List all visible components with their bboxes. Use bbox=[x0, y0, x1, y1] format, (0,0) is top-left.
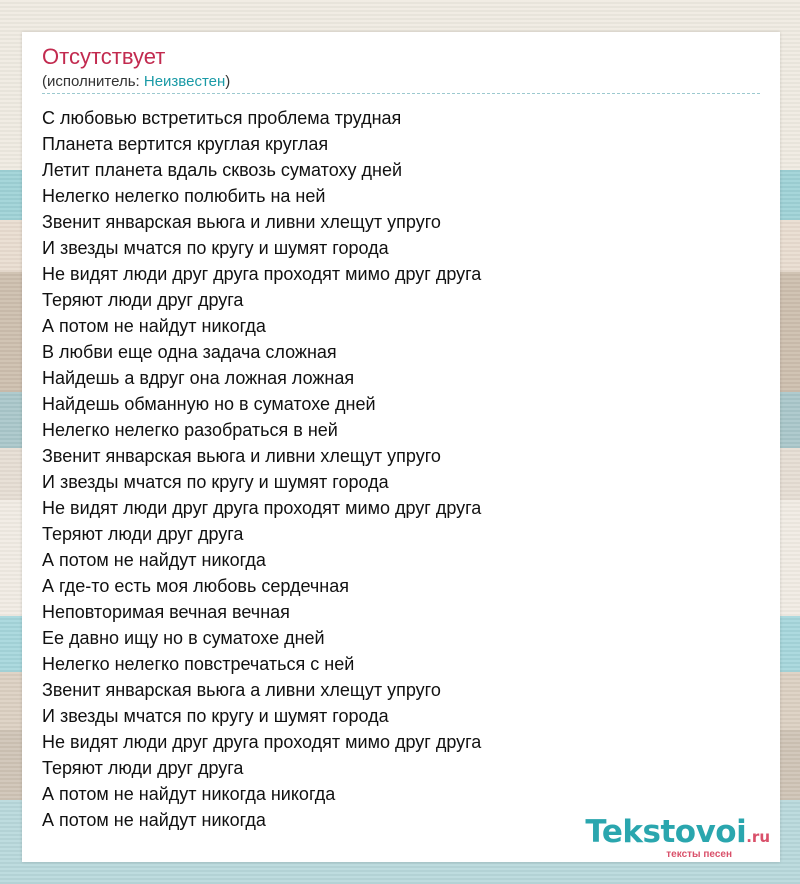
lyric-line: Летит планета вдаль сквозь суматоху дней bbox=[42, 160, 403, 180]
lyric-line: А потом не найдут никогда bbox=[42, 316, 266, 336]
lyric-line: А потом не найдут никогда bbox=[42, 550, 266, 570]
song-title: Отсутствует bbox=[42, 44, 166, 69]
logo-wordmark bbox=[585, 816, 770, 853]
lyric-line: В любви еще одна задача сложная bbox=[42, 342, 337, 362]
lyric-line: А потом не найдут никогда никогда bbox=[42, 784, 336, 804]
lyrics-card bbox=[22, 32, 780, 862]
lyric-line: Найдешь обманную но в суматохе дней bbox=[42, 394, 376, 414]
lyric-line: Нелегко нелегко разобраться в ней bbox=[42, 420, 338, 440]
artist-link[interactable]: Неизвестен bbox=[143, 73, 226, 90]
lyric-line: Не видят люди друг друга проходят мимо друг друга bbox=[42, 498, 482, 518]
lyric-line: Не видят люди друг друга проходят мимо друг друга bbox=[42, 732, 482, 752]
lyric-line: И звезды мчатся по кругу и шумят города bbox=[42, 472, 389, 492]
lyric-line: Планета вертится круглая круглая bbox=[42, 134, 329, 154]
artist-line bbox=[42, 72, 230, 92]
lyric-line: Неповторимая вечная вечная bbox=[42, 602, 290, 622]
lyric-line: Теряют люди друг друга bbox=[42, 758, 244, 778]
artist-prefix: (исполнитель: bbox=[42, 73, 144, 90]
lyric-line: И звезды мчатся по кругу и шумят города bbox=[42, 238, 389, 258]
lyric-line: Теряют люди друг друга bbox=[42, 290, 244, 310]
lyric-line: Теряют люди друг друга bbox=[42, 524, 244, 544]
artist-suffix: ) bbox=[225, 73, 231, 90]
lyric-line: Звенит январская вьюга а ливни хлещут упруго bbox=[42, 680, 441, 700]
site-logo[interactable] bbox=[585, 816, 770, 860]
lyric-line: Нелегко нелегко повстречаться с ней bbox=[42, 654, 355, 674]
logo-name: Tekstovoi bbox=[585, 814, 747, 850]
lyric-line: Ее давно ищу но в суматохе дней bbox=[42, 628, 325, 648]
lyric-line: И звезды мчатся по кругу и шумят города bbox=[42, 706, 389, 726]
divider bbox=[42, 93, 760, 94]
lyric-line: Найдешь а вдруг она ложная ложная bbox=[42, 368, 355, 388]
logo-tld: .ru bbox=[746, 828, 770, 846]
lyric-line: А потом не найдут никогда bbox=[42, 810, 266, 830]
lyrics-list bbox=[42, 105, 481, 833]
logo-tagline: тексты песен bbox=[666, 849, 732, 860]
lyric-line: Звенит январская вьюга и ливни хлещут упруго bbox=[42, 212, 441, 232]
lyric-line: А где-то есть моя любовь сердечная bbox=[42, 576, 349, 596]
lyric-line: Звенит январская вьюга и ливни хлещут упруго bbox=[42, 446, 441, 466]
lyric-line: Нелегко нелегко полюбить на ней bbox=[42, 186, 326, 206]
lyric-line: С любовью встретиться проблема трудная bbox=[42, 108, 402, 128]
lyric-line: Не видят люди друг друга проходят мимо друг друга bbox=[42, 264, 482, 284]
